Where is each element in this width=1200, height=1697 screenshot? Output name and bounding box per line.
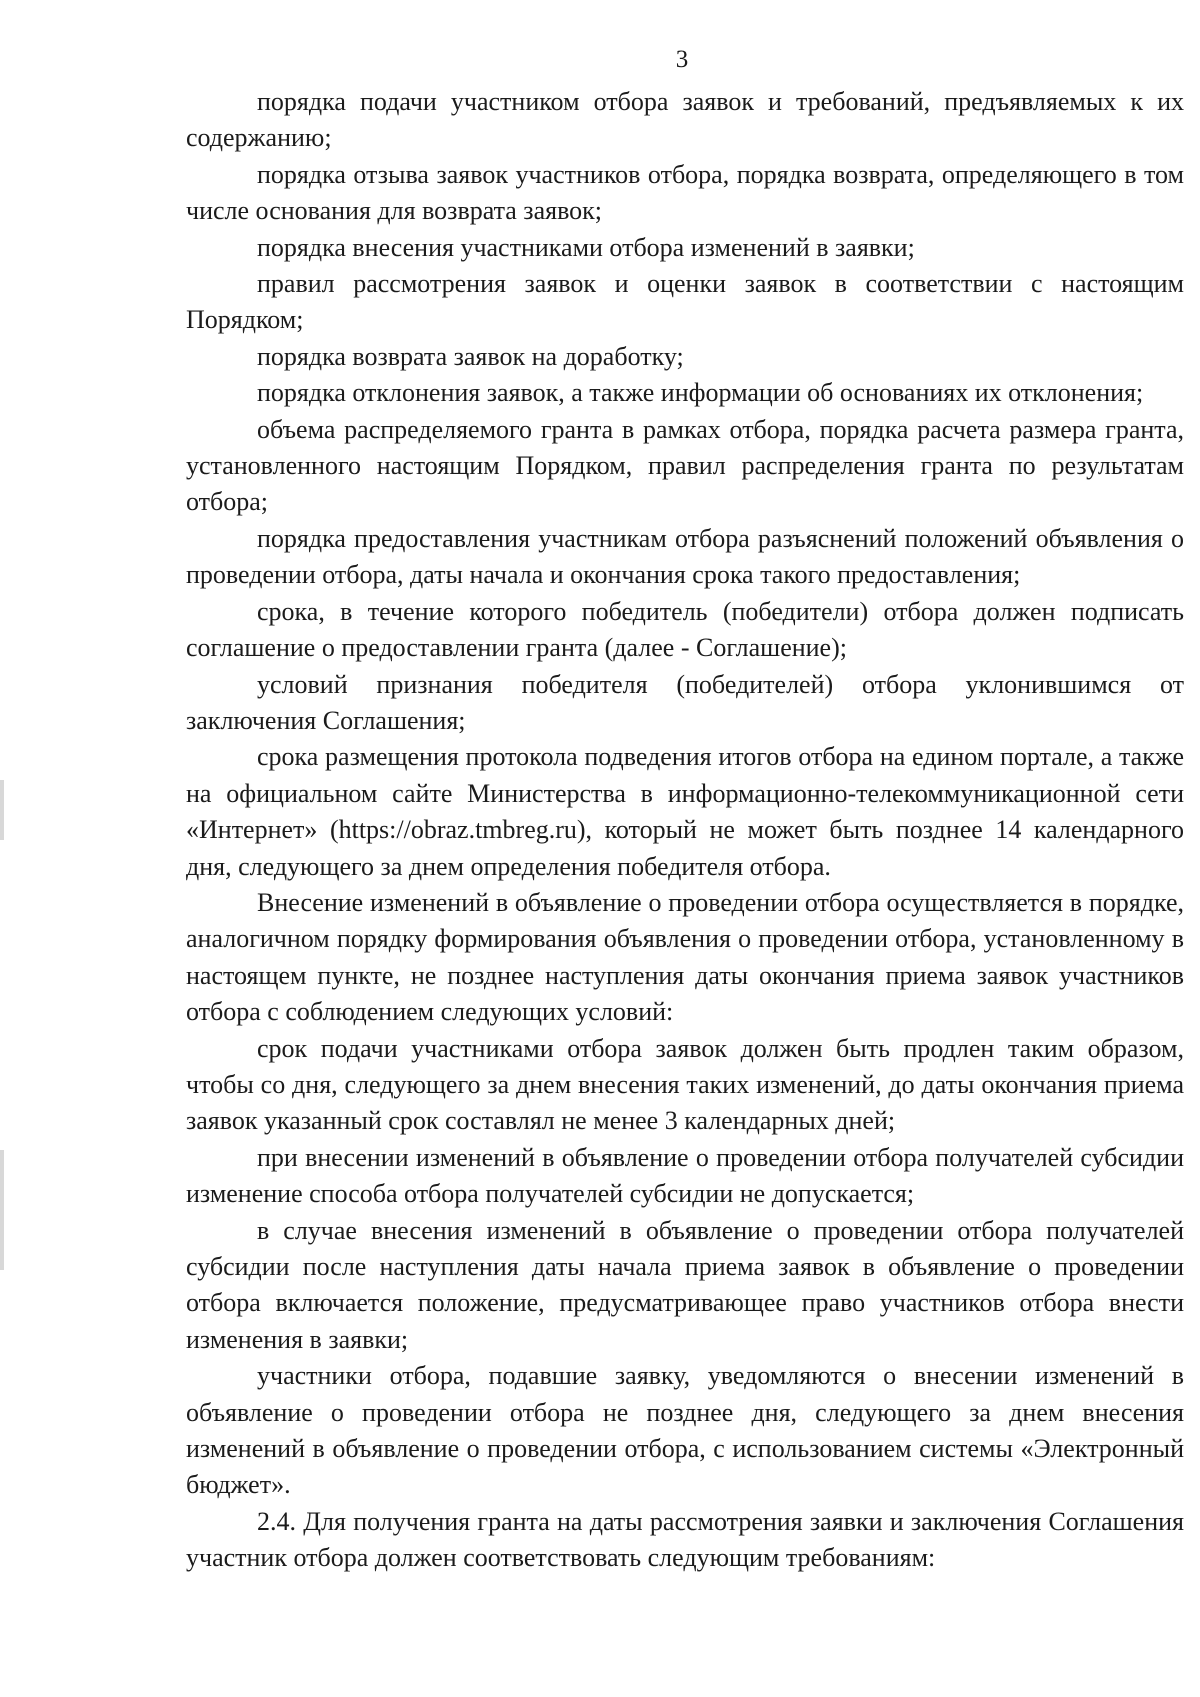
paragraph: Внесение изменений в объявление о проведении отбора осуществляется в порядке, аналогичном порядку формирования объявления о проведении отбора, установленному в настоящем пункте, не позднее наступления даты окончания приема заявок участников отбора с соблюдением следующих условий:	[186, 887, 1184, 1027]
paragraph: порядка предоставления участникам отбора разъяснений положений объявления о проведении отбора, даты начала и окончания срока такого предоставления;	[186, 523, 1184, 590]
paragraph: объема распределяемого гранта в рамках отбора, порядка расчета размера гранта, установленного настоящим Порядком, правил распределения гранта по результатам отбора;	[186, 414, 1184, 517]
scan-edge-mark	[0, 780, 4, 840]
paragraph: правил рассмотрения заявок и оценки заявок в соответствии с настоящим Порядком;	[186, 269, 1184, 335]
scan-edge-mark	[0, 1150, 4, 1270]
paragraph: 2.4. Для получения гранта на даты рассмотрения заявки и заключения Соглашения участник отбора должен соответствовать следующим требованиям:	[186, 1506, 1184, 1573]
paragraph: срока, в течение которого победитель (победители) отбора должен подписать соглашение о предоставлении гранта (далее - Соглашение);	[186, 596, 1184, 663]
paragraph: порядка возврата заявок на доработку;	[257, 341, 684, 371]
paragraph: условий признания победителя (победителей) отбора уклонившимся от заключения Соглашения;	[186, 669, 1184, 735]
paragraph: порядка отклонения заявок, а также информации об основаниях их отклонения;	[257, 378, 1144, 408]
paragraph: участники отбора, подавшие заявку, уведомляются о внесении изменений в объявление о проведении отбора не позднее дня, следующего за днем внесения изменений в объявление о проведении отбора, с использованием системы «Электронный бюджет».	[186, 1361, 1184, 1500]
paragraph: при внесении изменений в объявление о проведении отбора получателей субсидии изменение способа отбора получателей субсидии не допускается;	[186, 1142, 1184, 1209]
page-number: 3	[675, 46, 689, 73]
document-body	[186, 84, 1184, 1577]
paragraph: в случае внесения изменений в объявление о проведении отбора получателей субсидии после наступления даты начала приема заявок в объявление о проведении отбора включается положение, предусматривающее право участников отбора внести изменения в заявки;	[186, 1215, 1184, 1354]
paragraph: срока размещения протокола подведения итогов отбора на едином портале, а также на официальном сайте Министерства в информационно-телекоммуникационной сети «Интернет» (https://obraz.tmbreg.ru), который не может быть позднее 14 календарного дня, следующего за днем определения победителя отбора.	[186, 742, 1184, 881]
paragraph: порядка подачи участником отбора заявок и требований, предъявляемых к их содержанию;	[186, 87, 1184, 153]
paragraph: срок подачи участниками отбора заявок должен быть продлен таким образом, чтобы со дня, следующего за днем внесения таких изменений, до даты окончания приема заявок указанный срок составлял не менее 3 календарных дней;	[186, 1033, 1184, 1136]
paragraph: порядка отзыва заявок участников отбора, порядка возврата, определяющего в том числе основания для возврата заявок;	[186, 159, 1184, 226]
paragraph: порядка внесения участниками отбора изменений в заявки;	[257, 232, 915, 262]
